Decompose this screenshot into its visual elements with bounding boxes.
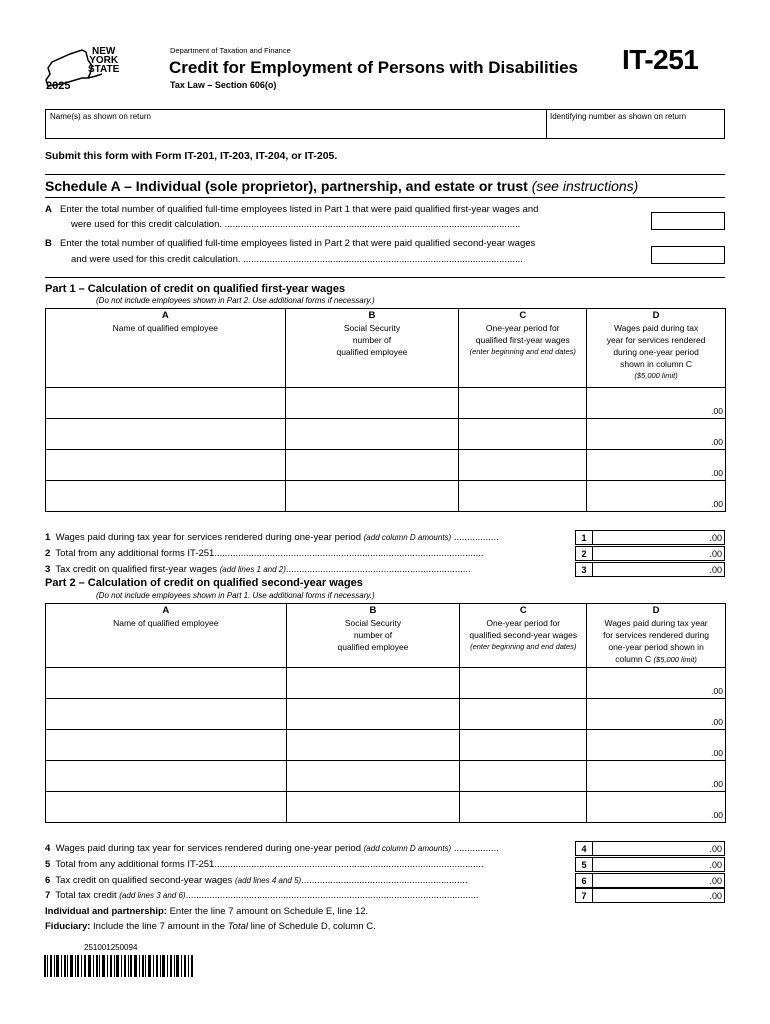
part1-col-a-header: A Name of qualified employee — [46, 309, 286, 388]
line-1: 1 Wages paid during tax year for services rendered during one-year period (add column D amounts) ................. — [45, 532, 499, 543]
form-number: IT-251 — [622, 44, 699, 75]
department: Department of Taxation and Finance — [170, 46, 291, 55]
line-3-amount[interactable]: .00 — [593, 562, 725, 577]
line-a-text-1: Enter the total number of qualified full-time employees listed in Part 1 that were paid qualified first-year wages and — [60, 204, 539, 215]
line-6: 6 Tax credit on qualified second-year wages (add lines 4 and 5)............................................................... — [45, 875, 468, 886]
line-6-number: 6 — [575, 873, 593, 888]
ssn-cell[interactable] — [286, 730, 460, 761]
employee-name-cell[interactable] — [46, 730, 287, 761]
part2-col-c-header: C One-year period for qualified second-year wages (enter beginning and end dates) — [460, 604, 587, 668]
submit-note: Submit this form with Form IT-201, IT-203, IT-204, or IT-205. — [45, 150, 338, 162]
ssn-cell[interactable] — [285, 388, 459, 419]
line-4-amount[interactable]: .00 — [593, 841, 725, 856]
part1-title: Part 1 – Calculation of credit on qualified first-year wages — [45, 283, 346, 295]
ssn-cell[interactable] — [286, 792, 460, 823]
ssn-cell[interactable] — [286, 699, 460, 730]
name-label: Name(s) as shown on return — [50, 112, 151, 121]
ssn-cell[interactable] — [286, 761, 460, 792]
form-year: 2025 — [46, 80, 71, 92]
line-a-letter: A — [45, 204, 52, 215]
line-7: 7 Total tax credit (add lines 3 and 6)............................................................................................................... — [45, 890, 479, 901]
wages-cell[interactable]: .00 — [587, 388, 726, 419]
wages-cell[interactable]: .00 — [587, 730, 726, 761]
line-3-number: 3 — [575, 562, 593, 577]
part2-table — [45, 603, 726, 823]
period-cell[interactable] — [460, 730, 587, 761]
table-row — [46, 730, 726, 761]
logo-text — [88, 47, 119, 74]
ssn-cell[interactable] — [285, 450, 459, 481]
line-7-number: 7 — [575, 888, 593, 903]
table-row — [46, 761, 726, 792]
form-subtitle: Tax Law – Section 606(o) — [170, 80, 277, 90]
wages-cell[interactable]: .00 — [587, 450, 726, 481]
period-cell[interactable] — [459, 450, 587, 481]
wages-cell[interactable]: .00 — [587, 419, 726, 450]
line-5-number: 5 — [575, 857, 593, 872]
wages-cell[interactable]: .00 — [587, 792, 726, 823]
table-row — [46, 481, 726, 512]
table-row — [46, 668, 726, 699]
line-4-number: 4 — [575, 841, 593, 856]
employee-name-cell[interactable] — [46, 481, 286, 512]
id-label: Identifying number as shown on return — [550, 112, 687, 121]
period-cell[interactable] — [460, 699, 587, 730]
employee-name-cell[interactable] — [46, 450, 286, 481]
wages-cell[interactable]: .00 — [587, 699, 726, 730]
form-title: Credit for Employment of Persons with Disabilities — [169, 58, 579, 77]
line-5-amount[interactable]: .00 — [593, 857, 725, 872]
part2-title: Part 2 – Calculation of credit on qualified second-year wages — [45, 577, 363, 589]
logo-line-2: YORK — [89, 55, 119, 66]
period-cell[interactable] — [460, 668, 587, 699]
period-cell[interactable] — [459, 481, 587, 512]
ssn-cell[interactable] — [286, 668, 460, 699]
fiduciary-instruction: Fiduciary: Include the line 7 amount in the Total line of Schedule D, column C. — [45, 921, 376, 932]
line-7-amount[interactable]: .00 — [593, 888, 725, 903]
ssn-cell[interactable] — [285, 481, 459, 512]
line-6-amount[interactable]: .00 — [593, 873, 725, 888]
employee-name-cell[interactable] — [46, 668, 287, 699]
part2-note: (Do not include employees shown in Part 1. Use additional forms if necessary.) — [96, 591, 375, 600]
table-row — [46, 419, 726, 450]
period-cell[interactable] — [460, 761, 587, 792]
employee-name-cell[interactable] — [46, 699, 287, 730]
part1-note: (Do not include employees shown in Part 2. Use additional forms if necessary.) — [96, 296, 375, 305]
name-input[interactable] — [46, 121, 544, 138]
line-b-letter: B — [45, 238, 52, 249]
line-5: 5 Total from any additional forms IT-251...................................................................................................... — [45, 859, 484, 870]
wages-cell[interactable]: .00 — [587, 668, 726, 699]
line-a-input[interactable] — [651, 212, 725, 230]
part2-col-a-header: A Name of qualified employee — [46, 604, 287, 668]
line-1-number: 1 — [575, 530, 593, 545]
part1-col-d-header: D Wages paid during tax year for services rendered during one-year period shown in column C ($5,000 limit) — [587, 309, 726, 388]
line-b-text-1: Enter the total number of qualified full-time employees listed in Part 2 that were paid qualified second-year wages — [60, 238, 536, 249]
table-row — [46, 792, 726, 823]
period-cell[interactable] — [459, 388, 587, 419]
line-b-input[interactable] — [651, 246, 725, 264]
wages-cell[interactable]: .00 — [587, 481, 726, 512]
part2-col-d-header: D Wages paid during tax year for services rendered during one-year period shown in column C ($5,000 limit) — [587, 604, 726, 668]
employee-name-cell[interactable] — [46, 792, 287, 823]
part1-col-c-header: C One-year period for qualified first-year wages (enter beginning and end dates) — [459, 309, 587, 388]
employee-name-cell[interactable] — [46, 761, 287, 792]
schedule-a-title: Schedule A – Individual (sole proprietor), partnership, and estate or trust (see instructions) — [45, 178, 639, 194]
period-cell[interactable] — [459, 419, 587, 450]
period-cell[interactable] — [460, 792, 587, 823]
employee-name-cell[interactable] — [46, 388, 286, 419]
part1-col-b-header: B Social Security number of qualified employee — [285, 309, 459, 388]
employee-name-cell[interactable] — [46, 419, 286, 450]
line-3: 3 Tax credit on qualified first-year wages (add lines 1 and 2)...................................................................... — [45, 564, 471, 575]
line-2-number: 2 — [575, 546, 593, 561]
line-b-text-2: and were used for this credit calculation. .......................................................................................................... — [71, 254, 523, 265]
line-4: 4 Wages paid during tax year for services rendered during one-year period (add column D amounts) ................. — [45, 843, 499, 854]
barcode-icon — [44, 955, 194, 977]
line-2-amount[interactable]: .00 — [593, 546, 725, 561]
part2-col-b-header: B Social Security number of qualified employee — [286, 604, 460, 668]
logo-line-1: NEW — [91, 46, 116, 57]
table-row — [46, 699, 726, 730]
line-2: 2 Total from any additional forms IT-251...................................................................................................... — [45, 548, 484, 559]
barcode-number: 251001250094 — [84, 943, 138, 952]
table-row — [46, 450, 726, 481]
id-input[interactable] — [547, 121, 724, 138]
table-row — [46, 388, 726, 419]
ssn-cell[interactable] — [285, 419, 459, 450]
part1-table — [45, 308, 726, 512]
line-1-amount[interactable]: .00 — [593, 530, 725, 545]
wages-cell[interactable]: .00 — [587, 761, 726, 792]
line-a-text-2: were used for this credit calculation. ................................................................................................................ — [71, 219, 521, 230]
individual-instruction: Individual and partnership: Enter the line 7 amount on Schedule E, line 12. — [45, 906, 369, 917]
logo-line-3: STATE — [88, 64, 120, 75]
